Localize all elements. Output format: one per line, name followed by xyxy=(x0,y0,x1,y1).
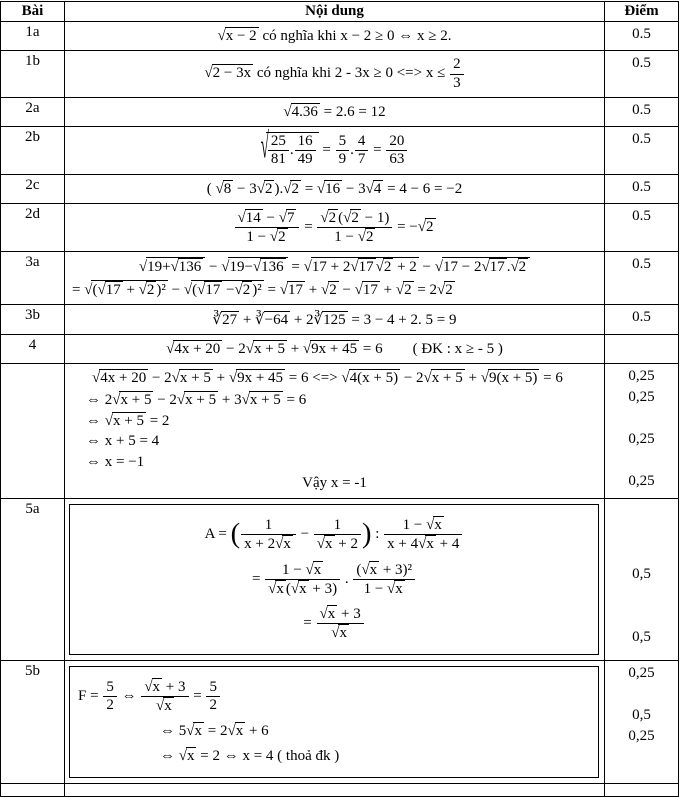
points-cell xyxy=(605,204,678,252)
points-value: 0,5 xyxy=(632,706,651,723)
points-value xyxy=(608,450,675,471)
points-value: 0.5 xyxy=(632,55,651,72)
points-value xyxy=(608,501,675,522)
math-line: = $\frac{1 - √x}{√x (√x + 3)}$ . $\frac{\text{(√x + 3)²}}{1 - √x}$ xyxy=(76,561,592,599)
points-value xyxy=(608,585,675,606)
table-header-row xyxy=(1,2,678,22)
column-header-bai: Bài xyxy=(1,2,65,21)
answer-table-body xyxy=(1,22,678,796)
points-value: 0,25 xyxy=(628,431,655,448)
math-line: ⇔ x + 5 = 4 xyxy=(86,433,160,449)
exercise-id: 2b xyxy=(1,127,65,174)
points-cell xyxy=(605,364,678,498)
points-value xyxy=(608,606,675,627)
table-row xyxy=(1,661,678,784)
math-line: √19+√136 − √19−√136 = √17 + 2√17 √2 + 2 − √17 − 2√17 .√2 xyxy=(68,257,601,276)
column-header-diem: Điểm xyxy=(624,3,659,19)
points-value: 0,25 xyxy=(628,473,655,490)
exercise-id: 3b xyxy=(1,305,65,334)
points-cell xyxy=(605,175,678,203)
solution-text-box xyxy=(69,666,599,778)
points-value xyxy=(608,522,675,543)
solution-content xyxy=(65,204,605,252)
exercise-id: 2d xyxy=(1,204,65,252)
math-line: √4x + 20 − 2√x + 5 + √9x + 45 = 6 ( ĐK : x ≥ - 5 ) xyxy=(166,341,503,357)
points-value xyxy=(608,543,675,564)
table-row xyxy=(1,127,678,175)
table-row xyxy=(1,335,678,364)
math-line: ⇔ √x + 5 = 2 xyxy=(86,412,170,429)
math-line: F = $\frac{5}{2}$ ⇔ $\frac{√x + 3}{√x}$ = $\frac{5}{2}$ xyxy=(76,678,592,716)
solution-content xyxy=(65,499,605,660)
solution-content xyxy=(65,175,605,203)
math-line: = $\frac{√x + 3}{√x}$ xyxy=(76,605,592,643)
math-line: A = ( $\frac{1}{x + 2√x}$ − $\frac{1}{√x + 2}$ ) : $\frac{1 - √x}{x + 4√x + 4}$ xyxy=(76,516,592,554)
math-line: √4x + 20 − 2√x + 5 + √9x + 45 = 6 <=> √4(x + 5) − 2√x + 5 + √9(x + 5) = 6 xyxy=(92,370,563,387)
points-cell xyxy=(605,98,678,126)
solution-content xyxy=(65,364,605,498)
table-row xyxy=(1,22,678,51)
points-cell xyxy=(605,499,678,660)
exercise-id: 3a xyxy=(1,252,65,304)
math-line: ∛27 + ∛−64 + 2∛125 = 3 − 4 + 2. 5 = 9 xyxy=(212,311,457,328)
table-row xyxy=(1,252,678,305)
table-row xyxy=(1,305,678,335)
table-row xyxy=(1,98,678,127)
table-row xyxy=(1,175,678,204)
exercise-id: 5a xyxy=(1,499,65,660)
exercise-id: 5b xyxy=(1,661,65,783)
solution-content xyxy=(65,252,605,304)
math-line: $\frac{√14 - √7}{1 - √2}$ = $\frac{√2 (√2 - 1)}{1 - √2}$ = −√2 xyxy=(68,209,601,247)
points-cell xyxy=(605,252,678,304)
math-line: Vậy x = -1 xyxy=(302,475,367,491)
solution-content xyxy=(65,51,605,97)
points-value: 0.5 xyxy=(632,308,651,325)
points-value: 0.5 xyxy=(632,178,651,195)
points-value: 0.5 xyxy=(632,256,651,273)
points-value: 0,25 xyxy=(628,664,655,681)
math-line: = √(√17 + √2 )² − √(√17 −√2 )² = √17 + √2 − √17 + √2 = 2√2 xyxy=(72,281,453,298)
math-line: ⇔ 5√x = 2√x + 6 xyxy=(160,723,269,739)
points-value: 0,25 xyxy=(628,389,655,406)
solution-content xyxy=(65,661,605,783)
exercise-id: 1a xyxy=(1,22,65,50)
math-line: √4.36 = 2.6 = 12 xyxy=(283,103,386,120)
points-cell xyxy=(605,661,678,783)
exercise-id xyxy=(1,364,65,498)
table-row xyxy=(1,499,678,661)
exercise-id: 2c xyxy=(1,175,65,203)
points-cell xyxy=(605,305,678,334)
table-row xyxy=(1,364,678,499)
solution-text-box xyxy=(69,504,599,655)
points-value: 0,5 xyxy=(632,566,651,582)
math-line: √ $\frac{25}{81}$ . $\frac{16}{49}$ = $\frac{5}{9}$ . $\frac{4}{7}$ = $\frac{20}{63}$ xyxy=(68,132,601,169)
exercise-id: 1b xyxy=(1,51,65,97)
points-value xyxy=(608,408,675,429)
points-value xyxy=(608,337,675,358)
exercise-id: 4 xyxy=(1,335,65,363)
solution-content xyxy=(65,98,605,126)
math-line: ⇔ x = −1 xyxy=(86,454,145,470)
points-value xyxy=(608,684,675,705)
points-cell xyxy=(605,51,678,97)
math-line: ( √8 − 3√2 ).√2 = √16 − 3√4 = 4 − 6 = −2 xyxy=(206,180,463,197)
table-row xyxy=(1,51,678,98)
math-line: ⇔ 2√x + 5 − 2√x + 5 + 3√x + 5 = 6 xyxy=(86,391,307,408)
answer-table xyxy=(0,1,679,797)
exercise-id: 2a xyxy=(1,98,65,126)
column-header-noidung: Nội dung xyxy=(65,2,605,21)
points-value: 0.5 xyxy=(632,207,651,224)
math-line: √x − 2 có nghĩa khi x − 2 ≥ 0 ⇔ x ≥ 2. xyxy=(217,28,452,44)
math-line: ⇔ √x = 2 ⇔ x = 4 ( thoả đk ) xyxy=(160,748,340,765)
points-value: 0,5 xyxy=(632,629,651,645)
solution-content xyxy=(65,22,605,50)
solution-content xyxy=(65,127,605,174)
solution-content xyxy=(65,335,605,363)
points-value: 0.5 xyxy=(632,101,651,118)
points-value: 0.5 xyxy=(632,131,651,147)
solution-content xyxy=(65,305,605,334)
points-cell xyxy=(605,335,678,363)
points-value: 0,25 xyxy=(628,727,655,744)
points-value: 0.5 xyxy=(632,26,651,42)
math-line: √2 − 3x có nghĩa khi 2 - 3x ≥ 0 <=> x ≤ $\frac{2}{3}$ xyxy=(68,56,601,92)
points-value: 0,25 xyxy=(628,368,655,385)
points-cell xyxy=(605,127,678,174)
points-cell xyxy=(605,22,678,50)
table-row xyxy=(1,204,678,253)
